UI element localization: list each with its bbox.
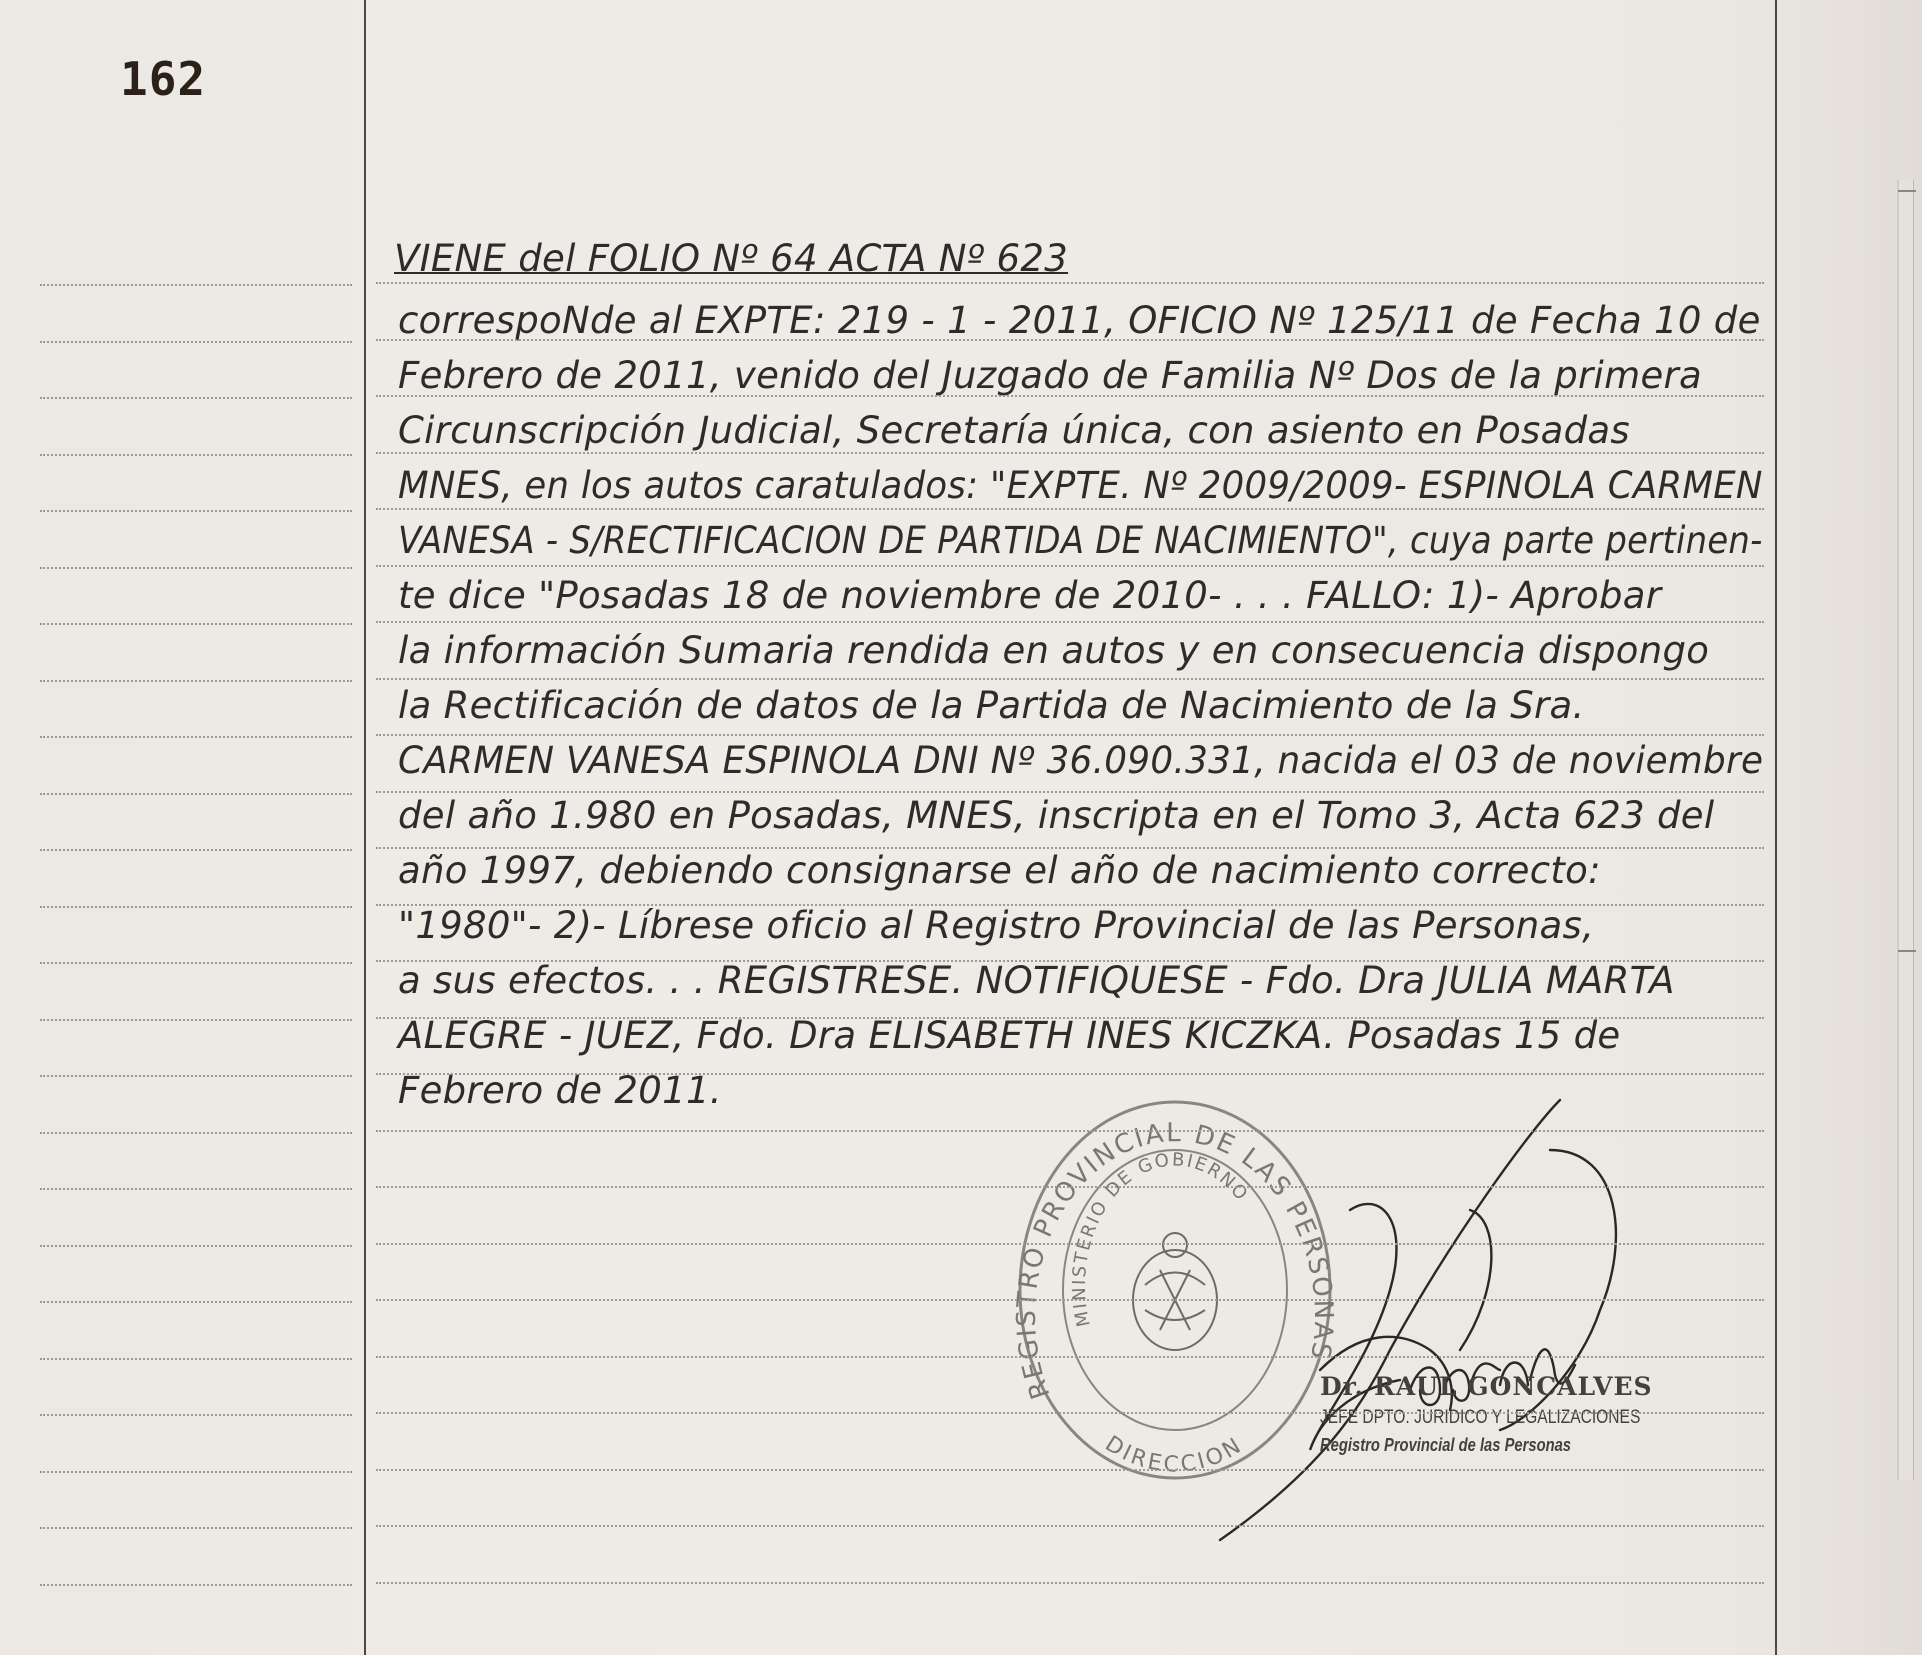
- body-ruling-line: [376, 1356, 1764, 1358]
- margin-ruling-line: [40, 284, 352, 286]
- margin-ruling-line: [40, 1527, 352, 1529]
- body-ruling-line: [376, 734, 1764, 736]
- body-line: Circunscripción Judicial, Secretaría única, con asiento en Posadas: [398, 409, 1630, 452]
- margin-ruling-line: [40, 1075, 352, 1077]
- body-ruling-line: [376, 565, 1764, 567]
- margin-ruling-line: [40, 510, 352, 512]
- right-margin-rule: [1775, 0, 1777, 1655]
- body-ruling-line: [376, 452, 1764, 454]
- body-line: "1980"- 2)- Líbrese oficio al Registro Provincial de las Personas,: [398, 904, 1595, 947]
- page-edge-mark: [1898, 190, 1916, 192]
- body-ruling-line: [376, 1412, 1764, 1414]
- stamp-bottom-text: DIRECCION: [1100, 1431, 1248, 1478]
- margin-ruling-line: [40, 906, 352, 908]
- body-line: Febrero de 2011, venido del Juzgado de Familia Nº Dos de la primera: [398, 354, 1703, 397]
- margin-ruling-line: [40, 1471, 352, 1473]
- body-line: MNES, en los autos caratulados: "EXPTE. Nº 2009/2009- ESPINOLA CARMEN: [398, 464, 1763, 507]
- body-ruling-line: [376, 1299, 1764, 1301]
- body-line: correspoNde al EXPTE: 219 - 1 - 2011, OFICIO Nº 125/11 de Fecha 10 de: [398, 299, 1761, 342]
- margin-ruling-line: [40, 454, 352, 456]
- record-heading: VIENE del FOLIO Nº 64 ACTA Nº 623: [394, 237, 1069, 280]
- body-ruling-line: [376, 960, 1764, 962]
- signatory-organization: Registro Provincial de las Personas: [1320, 1435, 1572, 1455]
- margin-ruling-line: [40, 567, 352, 569]
- signatory-role: JEFE DPTO. JURIDICO Y LEGALIZACIONES: [1320, 1407, 1641, 1428]
- margin-ruling-line: [40, 341, 352, 343]
- margin-ruling-line: [40, 793, 352, 795]
- body-line: VANESA - S/RECTIFICACION DE PARTIDA DE NACIMIENTO", cuya parte pertinen-: [398, 519, 1763, 562]
- margin-ruling-line: [40, 962, 352, 964]
- signature-block: [1320, 1372, 1680, 1456]
- margin-ruling-line: [40, 736, 352, 738]
- margin-ruling-line: [40, 1019, 352, 1021]
- margin-ruling-line: [40, 849, 352, 851]
- body-ruling-line: [376, 1073, 1764, 1075]
- body-line: ALEGRE - JUEZ, Fdo. Dra ELISABETH INES KICZKA. Posadas 15 de: [398, 1014, 1621, 1057]
- body-ruling-line: [376, 904, 1764, 906]
- stamp-inner-text: MINISTERIO DE GOBIERNO: [1068, 1149, 1253, 1329]
- body-ruling-line: [376, 678, 1764, 680]
- margin-ruling-line: [40, 1188, 352, 1190]
- page-edge-mark: [1898, 950, 1916, 952]
- body-ruling-line: [376, 1017, 1764, 1019]
- body-line: del año 1.980 en Posadas, MNES, inscripta en el Tomo 3, Acta 623 del: [398, 794, 1715, 837]
- body-ruling-line: [376, 1186, 1764, 1188]
- body-ruling-line: [376, 282, 1764, 284]
- margin-ruling-line: [40, 1414, 352, 1416]
- body-line: te dice "Posadas 18 de noviembre de 2010- . . . FALLO: 1)- Aprobar: [398, 574, 1662, 617]
- body-line: CARMEN VANESA ESPINOLA DNI Nº 36.090.331, nacida el 03 de noviembre: [398, 739, 1764, 782]
- margin-ruling-line: [40, 1245, 352, 1247]
- page-edge: [1897, 180, 1914, 1480]
- body-line: año 1997, debiendo consignarse el año de nacimiento correcto:: [398, 849, 1601, 892]
- body-ruling-line: [376, 339, 1764, 341]
- body-line: la información Sumaria rendida en autos y en consecuencia dispongo: [398, 629, 1710, 672]
- body-ruling-line: [376, 508, 1764, 510]
- left-margin-column: [40, 0, 360, 1655]
- margin-ruling-line: [40, 1584, 352, 1586]
- page-number: 162: [120, 52, 207, 106]
- signatory-name: Dr. RAUL GONCALVES: [1320, 1372, 1653, 1401]
- body-line: la Rectificación de datos de la Partida de Nacimiento de la Sra.: [398, 684, 1585, 727]
- body-ruling-line: [376, 1130, 1764, 1132]
- margin-ruling-line: [40, 1301, 352, 1303]
- body-line: Febrero de 2011.: [398, 1069, 722, 1112]
- body-ruling-line: [376, 1525, 1764, 1527]
- body-ruling-line: [376, 847, 1764, 849]
- handwritten-signature: [1200, 1090, 1670, 1550]
- margin-ruling-line: [40, 1132, 352, 1134]
- margin-ruling-line: [40, 397, 352, 399]
- body-ruling-line: [376, 1469, 1764, 1471]
- margin-ruling-line: [40, 1358, 352, 1360]
- body-ruling-line: [376, 791, 1764, 793]
- margin-ruling-line: [40, 623, 352, 625]
- margin-ruling-line: [40, 680, 352, 682]
- body-line: a sus efectos. . . REGISTRESE. NOTIFIQUESE - Fdo. Dra JULIA MARTA: [398, 959, 1675, 1002]
- body-ruling-line: [376, 395, 1764, 397]
- stamp-outer-text: REGISTRO PROVINCIAL DE LAS PERSONAS: [1011, 1118, 1339, 1403]
- body-ruling-line: [376, 1243, 1764, 1245]
- body-ruling-line: [376, 621, 1764, 623]
- body-ruling-line: [376, 1582, 1764, 1584]
